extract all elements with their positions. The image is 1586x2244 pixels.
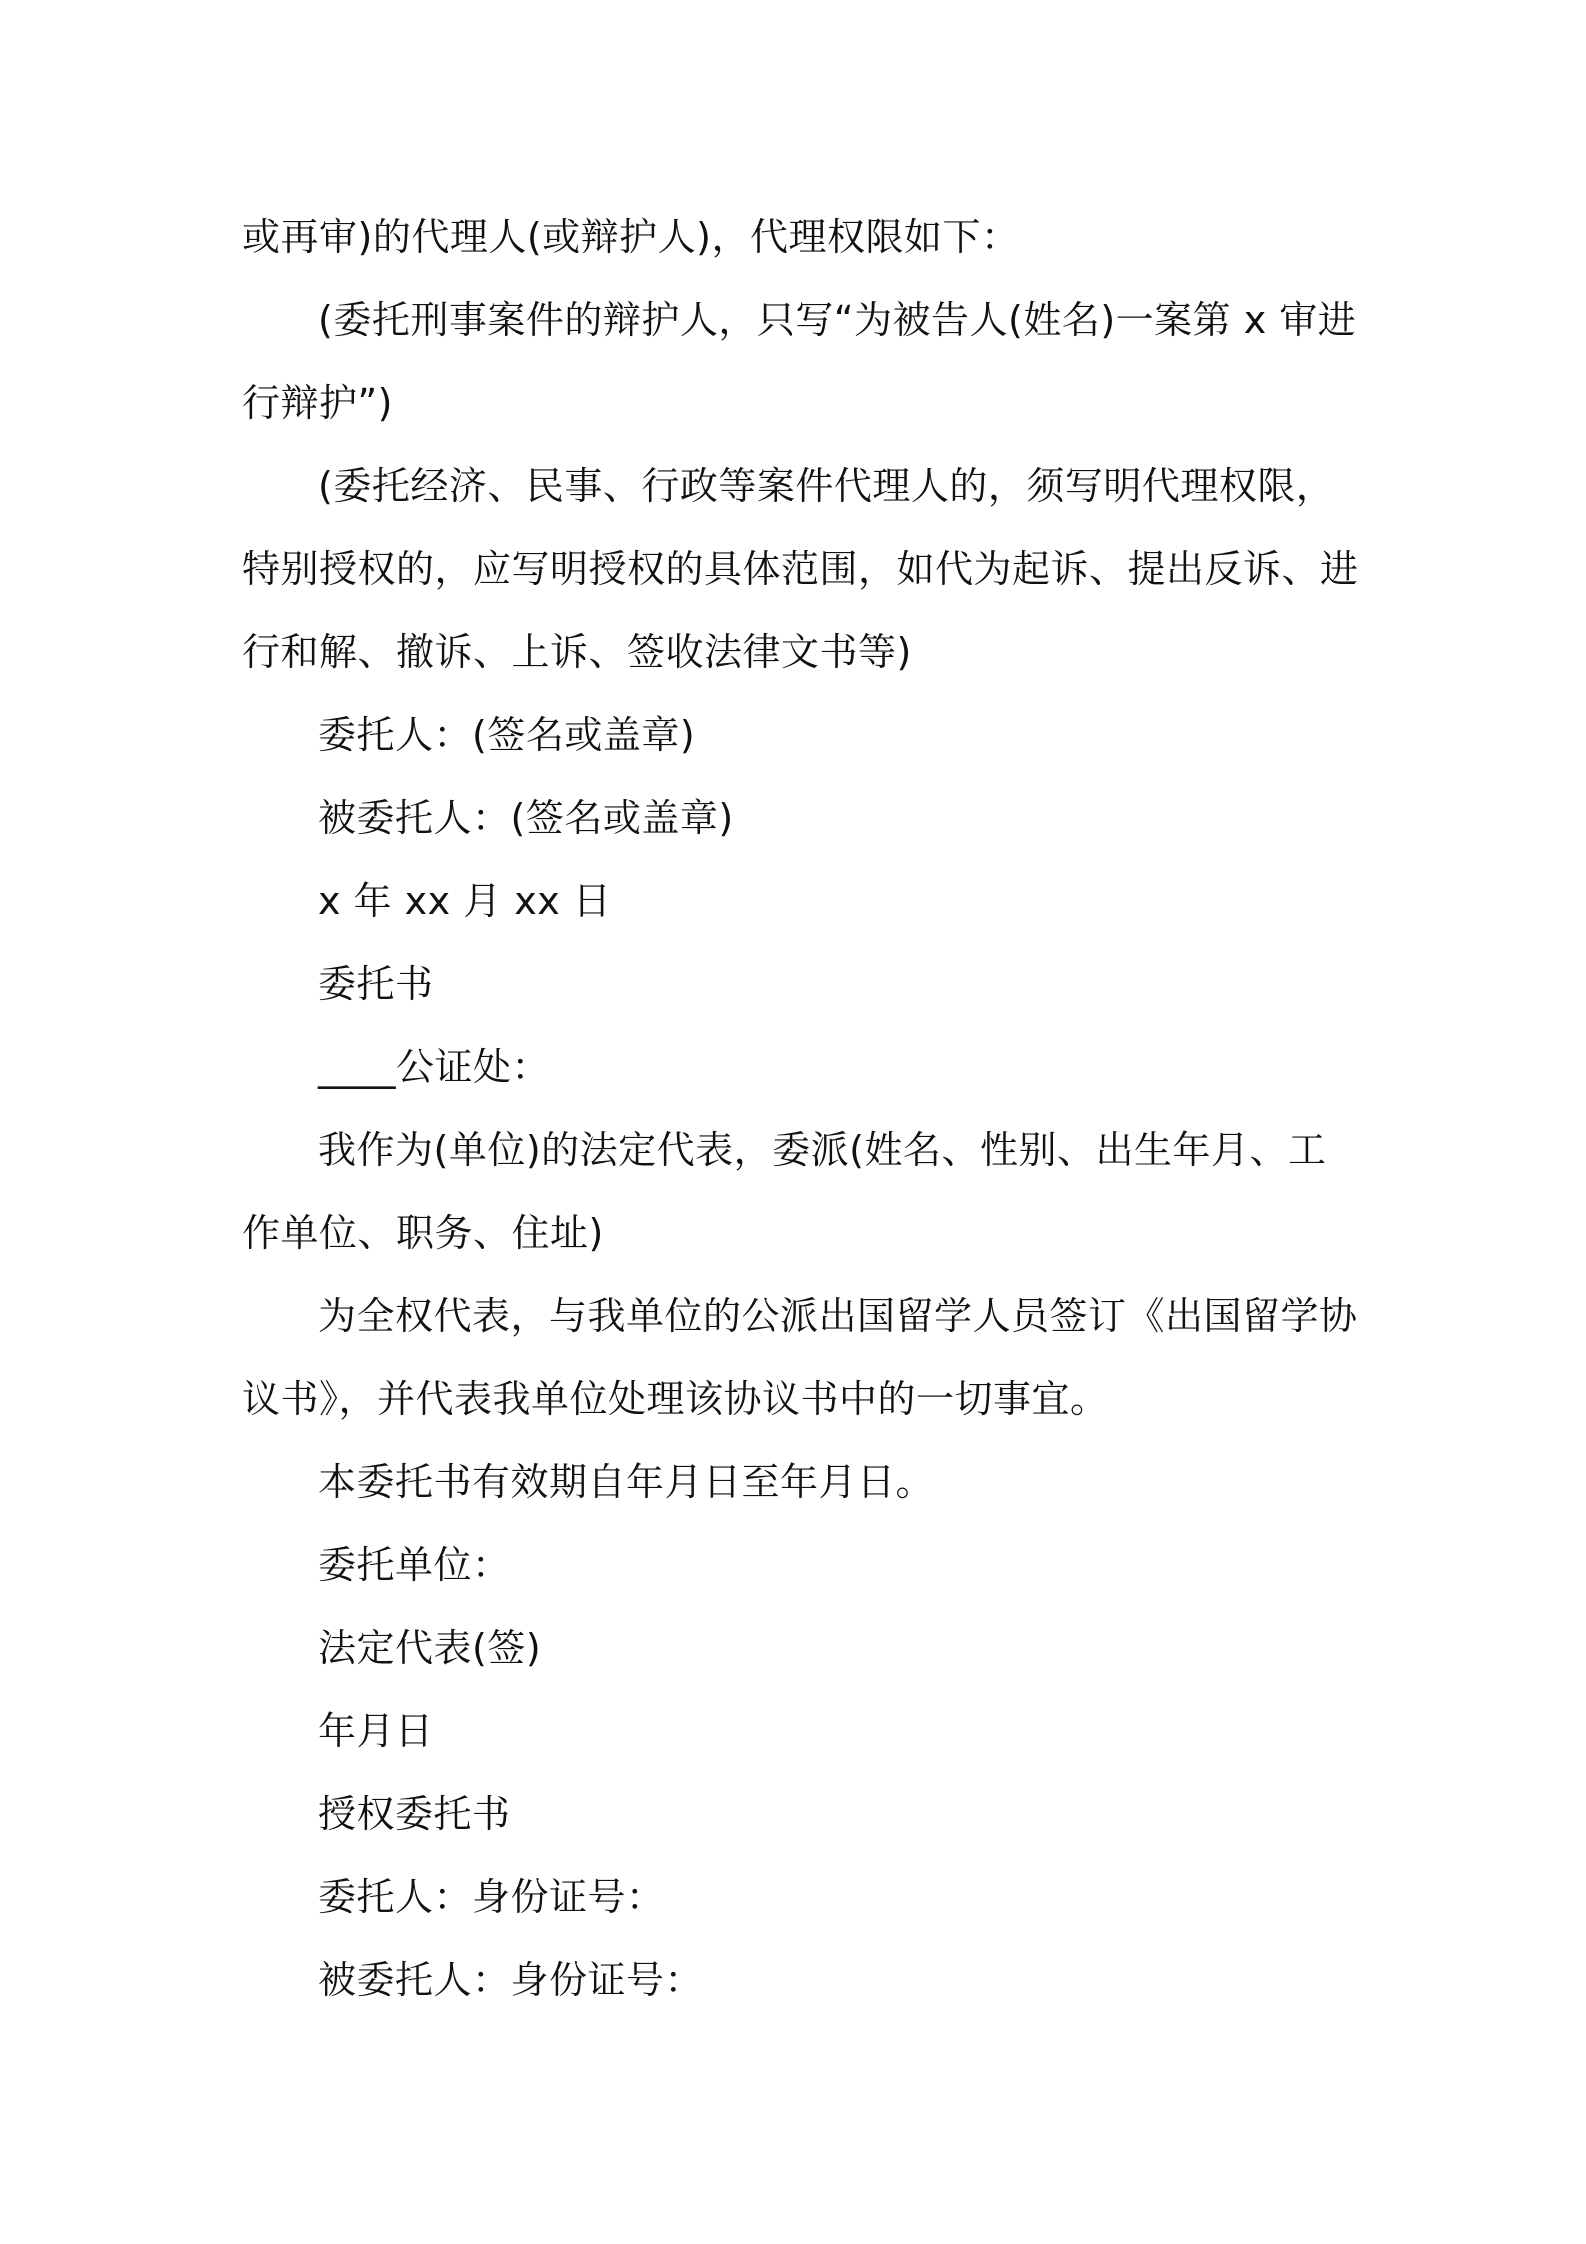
paragraph-full-authority: 为全权代表，与我单位的公派出国留学人员签订《出国留学协议书》，并代表我单位处理该协议书中的一切事宜。 [242, 1294, 1358, 1421]
paragraph-entrusting-unit: 委托单位： [318, 1543, 511, 1587]
paragraph-date: x 年 xx 月 xx 日 [318, 879, 612, 923]
paragraph-date-blank: 年月日 [318, 1709, 434, 1753]
paragraph-legal-rep-signature: 法定代表(签) [318, 1626, 542, 1670]
paragraph-principal-id: 委托人：身份证号： [318, 1875, 665, 1919]
paragraph-agent-id: 被委托人：身份证号： [318, 1958, 704, 2002]
paragraph-criminal-defense-note: (委托刑事案件的辩护人，只写“为被告人(姓名)一案第 x 审进行辩护”) [242, 298, 1357, 425]
document-body [242, 196, 1360, 2022]
paragraph-agent-signature: 被委托人：(签名或盖章) [318, 796, 734, 840]
paragraph-legal-representative-statement: 我作为(单位)的法定代表，委派(姓名、性别、出生年月、工作单位、职务、住址) [242, 1128, 1327, 1255]
section-title-authorization: 授权委托书 [318, 1792, 511, 1836]
paragraph-notary-office: ____公证处： [318, 1045, 551, 1089]
paragraph-validity-period: 本委托书有效期自年月日至年月日。 [318, 1460, 935, 1504]
paragraph-agent-scope: 或再审)的代理人(或辩护人)，代理权限如下： [242, 215, 1020, 259]
section-title-entrustment: 委托书 [318, 962, 434, 1006]
paragraph-principal-signature: 委托人：(签名或盖章) [318, 713, 696, 757]
paragraph-civil-case-note: (委托经济、民事、行政等案件代理人的，须写明代理权限，特别授权的，应写明授权的具体范围，如代为起诉、提出反诉、进行和解、撤诉、上诉、签收法律文书等) [242, 464, 1359, 674]
